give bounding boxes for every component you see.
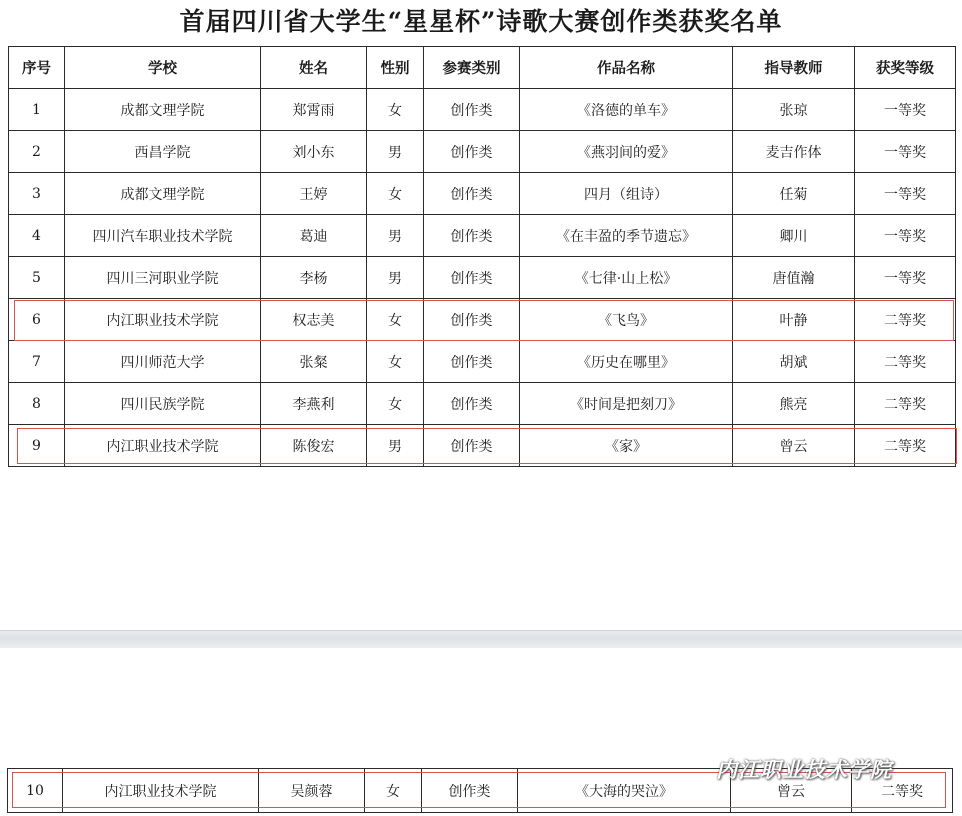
cell-work-title: 《时间是把刻刀》 — [520, 383, 733, 425]
table-row — [9, 425, 956, 467]
header-school: 学校 — [65, 47, 261, 89]
cell-category: 创作类 — [424, 257, 520, 299]
cell-index: 4 — [9, 215, 65, 257]
cell-award-level: 一等奖 — [855, 257, 956, 299]
table-row — [9, 383, 956, 425]
header-index: 序号 — [9, 47, 65, 89]
cell-category: 创作类 — [424, 425, 520, 467]
table-row — [9, 257, 956, 299]
cell-index: 1 — [9, 89, 65, 131]
header-award-level: 获奖等级 — [855, 47, 956, 89]
cell-category: 创作类 — [424, 89, 520, 131]
cell-school: 四川三河职业学院 — [65, 257, 261, 299]
cell-category: 创作类 — [424, 299, 520, 341]
cell-work-title: 《七律·山上松》 — [520, 257, 733, 299]
table-row — [9, 89, 956, 131]
cell-work-title: 四月（组诗） — [520, 173, 733, 215]
cell-index: 7 — [9, 341, 65, 383]
cell-advisor: 张琼 — [733, 89, 855, 131]
header-name: 姓名 — [261, 47, 367, 89]
cell-gender: 男 — [367, 215, 424, 257]
table-header-row — [9, 47, 956, 89]
cell-category: 创作类 — [424, 131, 520, 173]
cell-index: 2 — [9, 131, 65, 173]
cell-work-title: 《家》 — [520, 425, 733, 467]
cell-school: 四川师范大学 — [65, 341, 261, 383]
awards-table — [8, 46, 956, 467]
cell-school: 四川汽车职业技术学院 — [65, 215, 261, 257]
cell-advisor: 唐值瀚 — [733, 257, 855, 299]
cell-school: 四川民族学院 — [65, 383, 261, 425]
cell-work-title: 《历史在哪里》 — [520, 341, 733, 383]
header-gender: 性别 — [367, 47, 424, 89]
cell-gender: 女 — [367, 89, 424, 131]
table-row — [9, 131, 956, 173]
header-advisor: 指导教师 — [733, 47, 855, 89]
cell-advisor: 熊亮 — [733, 383, 855, 425]
cell-advisor: 麦吉作体 — [733, 131, 855, 173]
cell-school: 内江职业技术学院 — [65, 425, 261, 467]
header-category: 参赛类别 — [424, 47, 520, 89]
cell-gender: 男 — [367, 131, 424, 173]
cell-name: 李燕利 — [261, 383, 367, 425]
table-row — [9, 173, 956, 215]
awards-table-body — [9, 47, 956, 467]
cell-gender: 男 — [367, 257, 424, 299]
cell-index: 5 — [9, 257, 65, 299]
cell-advisor: 任菊 — [733, 173, 855, 215]
cell-work-title: 《洛德的单车》 — [520, 89, 733, 131]
cell-gender: 男 — [367, 425, 424, 467]
cell-index: 10 — [8, 769, 63, 813]
cell-award-level: 二等奖 — [855, 383, 956, 425]
header-work-title: 作品名称 — [520, 47, 733, 89]
cell-index: 9 — [9, 425, 65, 467]
cell-name: 吴颜蓉 — [259, 769, 365, 813]
cell-name: 陈俊宏 — [261, 425, 367, 467]
cell-name: 张粲 — [261, 341, 367, 383]
cell-name: 李杨 — [261, 257, 367, 299]
cell-name: 刘小东 — [261, 131, 367, 173]
cell-gender: 女 — [367, 173, 424, 215]
cell-work-title: 《在丰盈的季节遗忘》 — [520, 215, 733, 257]
cell-index: 6 — [9, 299, 65, 341]
cell-school: 成都文理学院 — [65, 173, 261, 215]
table-row — [9, 299, 956, 341]
cell-advisor: 曾云 — [733, 425, 855, 467]
page-break-separator — [0, 630, 962, 649]
cell-gender: 女 — [365, 769, 422, 813]
cell-category: 创作类 — [424, 173, 520, 215]
cell-index: 8 — [9, 383, 65, 425]
cell-name: 郑霄雨 — [261, 89, 367, 131]
cell-school: 西昌学院 — [65, 131, 261, 173]
cell-work-title: 《燕羽间的爱》 — [520, 131, 733, 173]
cell-school: 内江职业技术学院 — [65, 299, 261, 341]
cell-award-level: 一等奖 — [855, 215, 956, 257]
cell-gender: 女 — [367, 341, 424, 383]
cell-index: 3 — [9, 173, 65, 215]
cell-award-level: 二等奖 — [852, 769, 953, 813]
cell-school: 成都文理学院 — [65, 89, 261, 131]
cell-school: 内江职业技术学院 — [63, 769, 259, 813]
cell-work-title: 《大海的哭泣》 — [518, 769, 731, 813]
cell-award-level: 一等奖 — [855, 89, 956, 131]
cell-advisor: 曾云 — [731, 769, 852, 813]
table-row — [9, 341, 956, 383]
cell-award-level: 二等奖 — [855, 425, 956, 467]
cell-category: 创作类 — [424, 215, 520, 257]
cell-name: 权志美 — [261, 299, 367, 341]
cell-gender: 女 — [367, 299, 424, 341]
cell-gender: 女 — [367, 383, 424, 425]
cell-category: 创作类 — [422, 769, 518, 813]
cell-work-title: 《飞鸟》 — [520, 299, 733, 341]
cell-category: 创作类 — [424, 341, 520, 383]
cell-advisor: 叶静 — [733, 299, 855, 341]
cell-award-level: 二等奖 — [855, 341, 956, 383]
document-title: 首届四川省大学生“星星杯”诗歌大赛创作类获奖名单 — [179, 7, 783, 36]
cell-advisor: 卿川 — [733, 215, 855, 257]
table-row — [9, 215, 956, 257]
cell-name: 葛迪 — [261, 215, 367, 257]
cell-name: 王婷 — [261, 173, 367, 215]
cell-award-level: 一等奖 — [855, 131, 956, 173]
school-watermark: 内江职业技术学院 — [716, 757, 892, 782]
cell-category: 创作类 — [424, 383, 520, 425]
cell-award-level: 一等奖 — [855, 173, 956, 215]
cell-advisor: 胡斌 — [733, 341, 855, 383]
cell-award-level: 二等奖 — [855, 299, 956, 341]
